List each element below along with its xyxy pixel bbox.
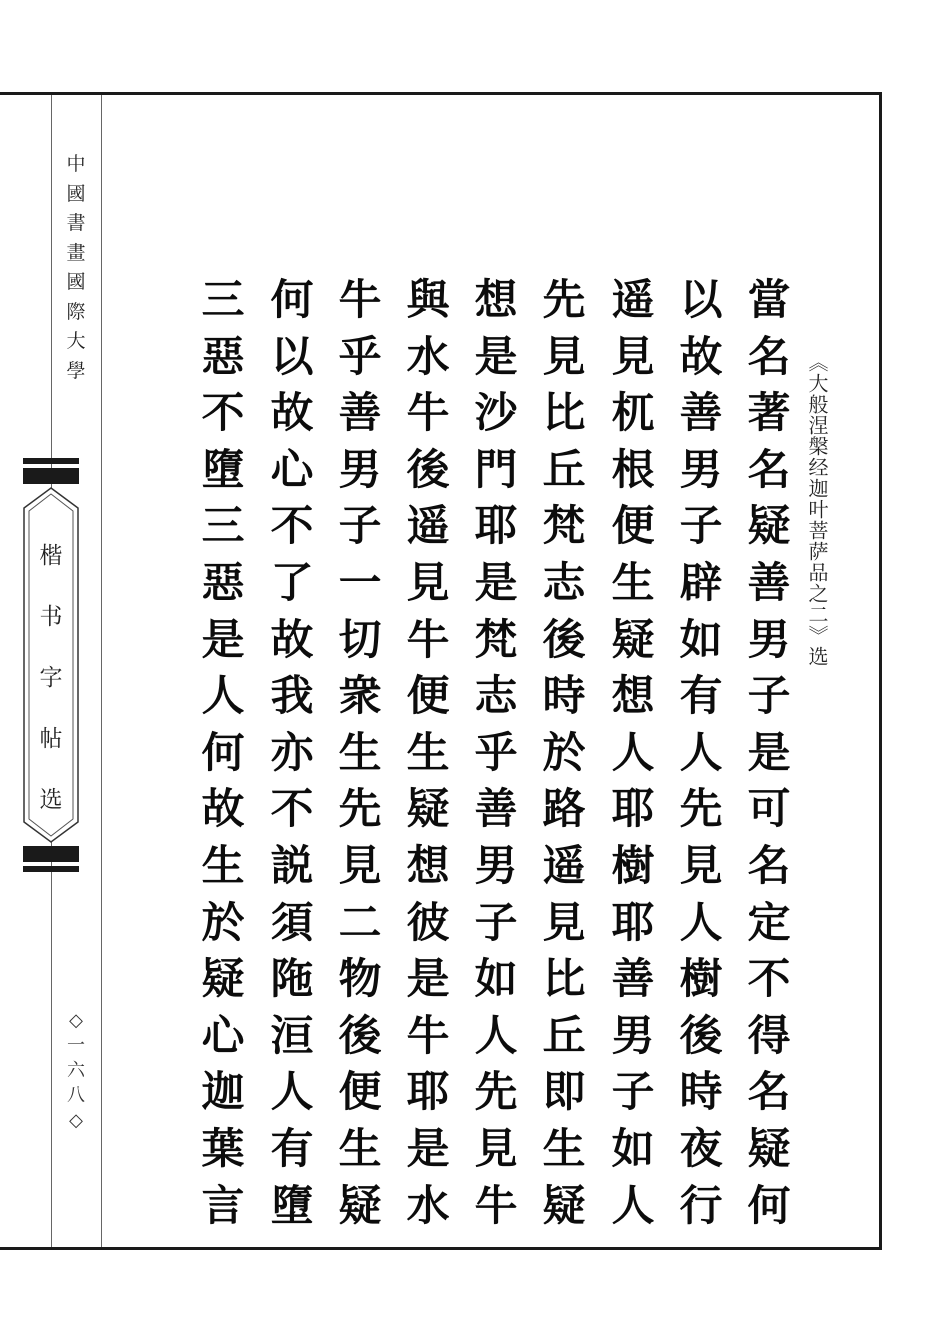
calligraphy-char: 心 — [201, 1010, 245, 1060]
plaque-char: 帖 — [39, 726, 63, 752]
calligraphy-char: 名 — [747, 444, 791, 494]
plaque-band-bottom-thin — [23, 866, 79, 872]
calligraphy-char: 須 — [270, 897, 314, 947]
calligraphy-char: 想 — [611, 671, 655, 721]
calligraphy-char: 牛 — [406, 614, 450, 664]
calligraphy-char: 於 — [542, 727, 586, 777]
calligraphy-char: 人 — [611, 1180, 655, 1230]
calligraphy-column — [468, 272, 524, 1234]
calligraphy-column — [741, 272, 797, 1234]
calligraphy-char: 見 — [542, 897, 586, 947]
calligraphy-char: 善 — [747, 557, 791, 607]
calligraphy-char: 善 — [474, 784, 518, 834]
calligraphy-char: 比 — [542, 954, 586, 1004]
calligraphy-char: 疑 — [542, 1180, 586, 1230]
calligraphy-column — [605, 272, 661, 1234]
calligraphy-column — [536, 272, 592, 1234]
calligraphy-char: 亦 — [270, 727, 314, 777]
calligraphy-char: 故 — [201, 784, 245, 834]
calligraphy-char: 有 — [679, 671, 723, 721]
calligraphy-char: 葉 — [201, 1123, 245, 1173]
calligraphy-char: 見 — [474, 1123, 518, 1173]
calligraphy-char: 是 — [747, 727, 791, 777]
calligraphy-char: 耶 — [406, 1067, 450, 1117]
calligraphy-char: 志 — [542, 557, 586, 607]
calligraphy-char: 時 — [542, 671, 586, 721]
page-number-char: 八 — [67, 1085, 85, 1106]
calligraphy-char: 人 — [474, 1010, 518, 1060]
calligraphy-char: 生 — [542, 1123, 586, 1173]
plaque-char: 书 — [39, 604, 63, 630]
calligraphy-char: 彼 — [406, 897, 450, 947]
page-number-char: ◇ — [69, 1110, 83, 1131]
calligraphy-char: 故 — [270, 388, 314, 438]
calligraphy-char: 善 — [338, 388, 382, 438]
calligraphy-char: 見 — [406, 557, 450, 607]
plaque-title — [22, 526, 80, 831]
source-caption: 《大般涅槃经迦叶菩萨品之二》选 — [805, 352, 829, 667]
university-char: 學 — [66, 359, 86, 382]
calligraphy-char: 遥 — [611, 275, 655, 324]
calligraphy-char: 男 — [747, 614, 791, 664]
calligraphy-char: 定 — [747, 897, 791, 947]
calligraphy-char: 人 — [679, 727, 723, 777]
calligraphy-char: 遥 — [406, 501, 450, 551]
title-plaque — [22, 486, 80, 844]
calligraphy-char: 想 — [474, 275, 518, 324]
calligraphy-column — [400, 272, 456, 1234]
calligraphy-char: 一 — [338, 557, 382, 607]
calligraphy-char: 後 — [406, 444, 450, 494]
calligraphy-char: 丘 — [542, 1010, 586, 1060]
calligraphy-char: 是 — [406, 1123, 450, 1173]
calligraphy-char: 耶 — [611, 897, 655, 947]
calligraphy-char: 男 — [611, 1010, 655, 1060]
calligraphy-char: 梵 — [542, 501, 586, 551]
plaque-char: 楷 — [39, 543, 63, 569]
calligraphy-char: 如 — [474, 954, 518, 1004]
calligraphy-char: 見 — [542, 331, 586, 381]
calligraphy-char: 是 — [474, 557, 518, 607]
calligraphy-char: 疑 — [611, 614, 655, 664]
calligraphy-char: 牛 — [406, 1010, 450, 1060]
plaque-band-bottom — [23, 846, 79, 862]
calligraphy-char: 根 — [611, 444, 655, 494]
calligraphy-char: 遥 — [542, 840, 586, 890]
page-number — [62, 1008, 90, 1133]
calligraphy-char: 牛 — [474, 1180, 518, 1230]
calligraphy-char: 先 — [474, 1067, 518, 1117]
calligraphy-char: 疑 — [338, 1180, 382, 1230]
calligraphy-char: 如 — [611, 1123, 655, 1173]
calligraphy-char: 先 — [338, 784, 382, 834]
calligraphy-char: 後 — [542, 614, 586, 664]
university-char: 中 — [66, 153, 86, 175]
calligraphy-char: 人 — [270, 1067, 314, 1117]
calligraphy-char: 人 — [201, 671, 245, 721]
calligraphy-char: 便 — [406, 671, 450, 721]
calligraphy-char: 有 — [270, 1123, 314, 1173]
calligraphy-char: 杌 — [611, 388, 655, 438]
university-char: 畫 — [66, 241, 86, 264]
calligraphy-char: 何 — [201, 727, 245, 777]
calligraphy-char: 迦 — [201, 1067, 245, 1117]
calligraphy-char: 疑 — [747, 501, 791, 551]
calligraphy-char: 疑 — [747, 1123, 791, 1173]
calligraphy-char: 生 — [338, 1123, 382, 1173]
calligraphy-char: 人 — [679, 897, 723, 947]
calligraphy-char: 生 — [338, 727, 382, 777]
calligraphy-char: 是 — [201, 614, 245, 664]
calligraphy-char: 名 — [747, 1067, 791, 1117]
calligraphy-char: 衆 — [338, 671, 382, 721]
calligraphy-column — [332, 272, 388, 1234]
calligraphy-char: 子 — [679, 501, 723, 551]
university-char: 大 — [66, 330, 86, 352]
calligraphy-char: 樹 — [679, 954, 723, 1004]
plaque-band-top-thin — [23, 458, 79, 464]
calligraphy-char: 比 — [542, 388, 586, 438]
calligraphy-char: 了 — [270, 557, 314, 607]
calligraphy-char: 不 — [201, 388, 245, 438]
calligraphy-char: 即 — [542, 1067, 586, 1117]
calligraphy-char: 子 — [611, 1067, 655, 1117]
calligraphy-char: 惡 — [201, 557, 245, 607]
plaque-char: 字 — [39, 665, 63, 691]
calligraphy-char: 何 — [270, 275, 314, 324]
calligraphy-char: 行 — [679, 1180, 723, 1230]
calligraphy-char: 墮 — [201, 444, 245, 494]
calligraphy-char: 以 — [270, 331, 314, 381]
calligraphy-char: 人 — [611, 727, 655, 777]
calligraphy-char: 門 — [474, 444, 518, 494]
calligraphy-char: 見 — [611, 331, 655, 381]
calligraphy-char: 男 — [679, 444, 723, 494]
calligraphy-char: 後 — [679, 1010, 723, 1060]
calligraphy-char: 生 — [611, 557, 655, 607]
calligraphy-char: 生 — [201, 840, 245, 890]
calligraphy-char: 名 — [747, 331, 791, 381]
calligraphy-char: 疑 — [406, 784, 450, 834]
calligraphy-char: 三 — [201, 275, 245, 324]
calligraphy-char: 不 — [270, 784, 314, 834]
calligraphy-char: 後 — [338, 1010, 382, 1060]
calligraphy-char: 夜 — [679, 1123, 723, 1173]
calligraphy-char: 説 — [270, 840, 314, 890]
calligraphy-char: 心 — [270, 444, 314, 494]
university-char: 國 — [66, 271, 86, 293]
calligraphy-char: 耶 — [474, 501, 518, 551]
calligraphy-char: 如 — [679, 614, 723, 664]
calligraphy-char: 時 — [679, 1067, 723, 1117]
calligraphy-char: 便 — [338, 1067, 382, 1117]
calligraphy-char: 路 — [542, 784, 586, 834]
calligraphy-char: 切 — [338, 614, 382, 664]
calligraphy-char: 何 — [747, 1180, 791, 1230]
calligraphy-char: 陁 — [270, 954, 314, 1004]
calligraphy-char: 物 — [338, 954, 382, 1004]
calligraphy-char: 辟 — [679, 557, 723, 607]
calligraphy-char: 志 — [474, 671, 518, 721]
calligraphy-char: 墮 — [270, 1180, 314, 1230]
calligraphy-char: 名 — [747, 840, 791, 890]
calligraphy-char: 疑 — [201, 954, 245, 1004]
calligraphy-column — [195, 272, 251, 1234]
calligraphy-char: 善 — [679, 388, 723, 438]
calligraphy-char: 當 — [747, 275, 791, 324]
page-number-char: ◇ — [69, 1010, 83, 1031]
calligraphy-char: 樹 — [611, 840, 655, 890]
calligraphy-char: 男 — [474, 840, 518, 890]
calligraphy-char: 於 — [201, 897, 245, 947]
calligraphy-char: 便 — [611, 501, 655, 551]
plaque-char: 选 — [39, 787, 63, 813]
calligraphy-char: 先 — [679, 784, 723, 834]
calligraphy-char: 以 — [679, 275, 723, 324]
calligraphy-char: 男 — [338, 444, 382, 494]
calligraphy-char: 是 — [474, 331, 518, 381]
page-number-char: 一 — [67, 1035, 85, 1056]
calligraphy-char: 著 — [747, 388, 791, 438]
calligraphy-char: 耶 — [611, 784, 655, 834]
calligraphy-char: 故 — [270, 614, 314, 664]
margin-rule-right — [101, 95, 102, 1247]
calligraphy-char: 見 — [679, 840, 723, 890]
calligraphy-char: 故 — [679, 331, 723, 381]
calligraphy-char: 沙 — [474, 388, 518, 438]
calligraphy-char: 二 — [338, 897, 382, 947]
calligraphy-char: 水 — [406, 1180, 450, 1230]
calligraphy-char: 與 — [406, 275, 450, 324]
university-char: 書 — [66, 212, 86, 234]
plaque-band-top — [23, 468, 79, 484]
page-number-char: 六 — [67, 1060, 85, 1081]
university-char: 際 — [66, 300, 86, 323]
calligraphy-char: 善 — [611, 954, 655, 1004]
calligraphy-char: 不 — [270, 501, 314, 551]
university-char: 國 — [66, 182, 86, 205]
calligraphy-char: 惡 — [201, 331, 245, 381]
calligraphy-column — [673, 272, 729, 1234]
calligraphy-char: 子 — [338, 501, 382, 551]
calligraphy-char: 見 — [338, 840, 382, 890]
calligraphy-char: 乎 — [474, 727, 518, 777]
calligraphy-char: 子 — [474, 897, 518, 947]
calligraphy-char: 不 — [747, 954, 791, 1004]
calligraphy-char: 言 — [201, 1180, 245, 1230]
calligraphy-char: 洹 — [270, 1010, 314, 1060]
calligraphy-char: 梵 — [474, 614, 518, 664]
calligraphy-char: 生 — [406, 727, 450, 777]
university-name — [58, 150, 94, 386]
calligraphy-char: 三 — [201, 501, 245, 551]
calligraphy-char: 我 — [270, 671, 314, 721]
calligraphy-char: 想 — [406, 840, 450, 890]
calligraphy-char: 得 — [747, 1010, 791, 1060]
calligraphy-char: 丘 — [542, 444, 586, 494]
calligraphy-char: 子 — [747, 671, 791, 721]
calligraphy-char: 先 — [542, 275, 586, 324]
calligraphy-char: 牛 — [338, 275, 382, 324]
calligraphy-char: 是 — [406, 954, 450, 1004]
calligraphy-char: 乎 — [338, 331, 382, 381]
calligraphy-char: 可 — [747, 784, 791, 834]
calligraphy-char: 水 — [406, 331, 450, 381]
calligraphy-column — [264, 272, 320, 1234]
calligraphy-char: 牛 — [406, 388, 450, 438]
